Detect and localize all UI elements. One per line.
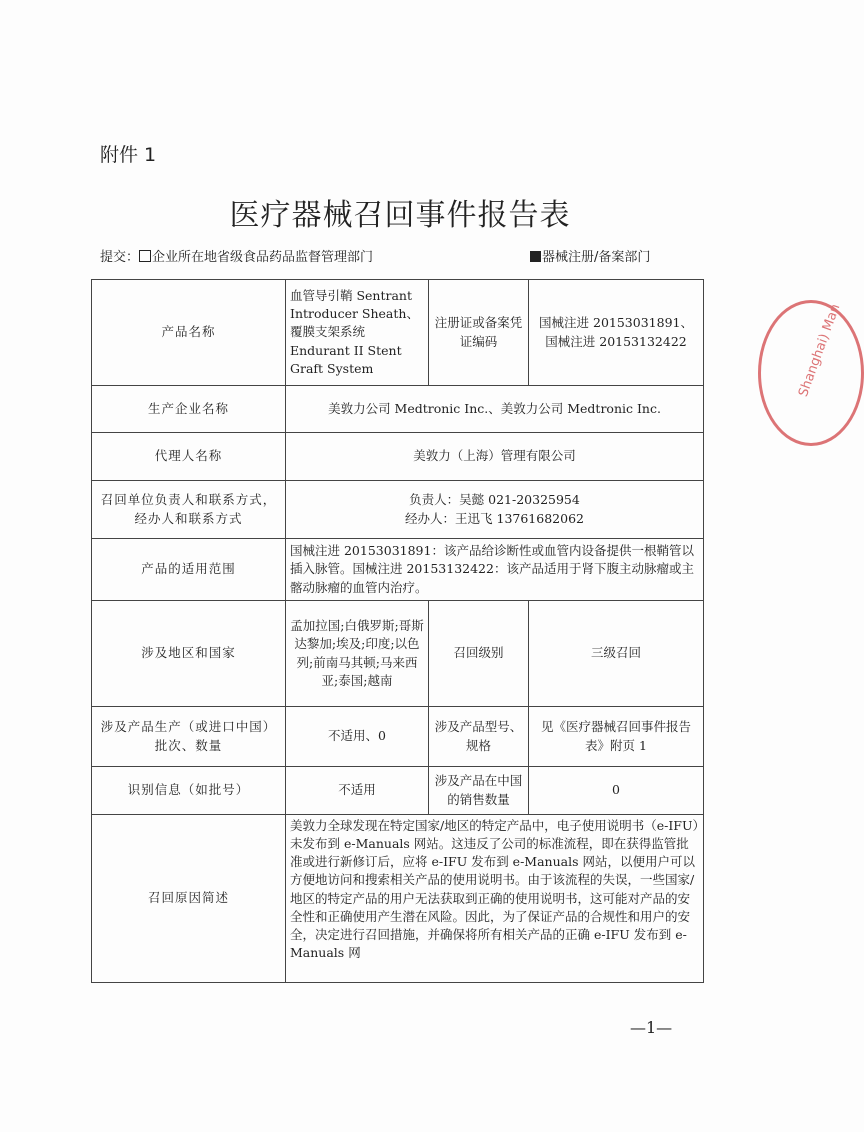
submit-line-left bbox=[100, 246, 373, 265]
recall-level-value: 三级召回 bbox=[529, 601, 704, 707]
page-number: —1— bbox=[630, 1018, 673, 1037]
sales-label: 涉及产品在中国的销售数量 bbox=[429, 767, 529, 815]
sales-value: 0 bbox=[529, 767, 704, 815]
contact-responsible: 负责人：吴懿 021-20325954 bbox=[409, 492, 580, 508]
scope-label: 产品的适用范围 bbox=[92, 539, 286, 601]
product-name-label: 产品名称 bbox=[92, 280, 286, 386]
model-value: 见《医疗器械召回事件报告表》附页 1 bbox=[529, 707, 704, 767]
manufacturer-value: 美敦力公司 Medtronic Inc.、美敦力公司 Medtronic Inc. bbox=[286, 386, 704, 433]
contact-label: 召回单位负责人和联系方式，经办人和联系方式 bbox=[92, 481, 286, 539]
submit-prefix: 提交： bbox=[100, 250, 140, 265]
table-row bbox=[92, 539, 704, 601]
submit-option-registration: 器械注册/备案部门 bbox=[542, 250, 651, 265]
seal-text: Shanghai) Man bbox=[795, 302, 844, 399]
id-label: 识别信息（如批号） bbox=[92, 767, 286, 815]
unchecked-box-icon[interactable] bbox=[139, 250, 151, 262]
reason-value: 美敦力全球发现在特定国家/地区的特定产品中，电子使用说明书（e-IFU）未发布到 e-Manuals 网站。这违反了公司的标准流程，即在获得监管批准或进行新修订后，应将 e-IFU 发布到 e-Manuals 网站，以便用户可以方便地访问和搜索相关产品的使用说明书。由于该流程的失误，一些国家/地区的特定产品的用户无法获取到正确的使用说明书，这可能对产品的安全性和正确使用产生潜在风险。因此，为了保证产品的合规性和用户的安全，决定进行召回措施，并确保将所有相关产品的正确 e-IFU 发布到 e-Manuals 网 bbox=[286, 815, 704, 983]
reason-label: 召回原因简述 bbox=[92, 815, 286, 983]
page-title: 医疗器械召回事件报告表 bbox=[229, 198, 571, 233]
submit-option-province: 企业所在地省级食品药品监督管理部门 bbox=[152, 250, 374, 265]
contact-value bbox=[286, 481, 704, 539]
table-row bbox=[92, 280, 704, 386]
region-label: 涉及地区和国家 bbox=[92, 601, 286, 707]
region-value: 孟加拉国;白俄罗斯;哥斯达黎加;埃及;印度;以色列;前南马其顿;马来西亚;泰国;越南 bbox=[286, 601, 429, 707]
table-row bbox=[92, 481, 704, 539]
submit-line-right bbox=[530, 246, 650, 265]
model-label: 涉及产品型号、规格 bbox=[429, 707, 529, 767]
table-row bbox=[92, 386, 704, 433]
recall-report-table bbox=[91, 279, 704, 983]
table-row bbox=[92, 815, 704, 983]
contact-handler: 经办人：王迅飞 13761682062 bbox=[405, 510, 584, 526]
table-row bbox=[92, 433, 704, 481]
checked-box-icon[interactable] bbox=[530, 251, 541, 262]
agent-label: 代理人名称 bbox=[92, 433, 286, 481]
table-row bbox=[92, 767, 704, 815]
company-seal bbox=[758, 300, 864, 446]
registration-label: 注册证或备案凭证编码 bbox=[429, 280, 529, 386]
scope-value: 国械注进 20153031891：该产品给诊断性或血管内设备提供一根鞘管以插入脉管。国械注进 20153132422：该产品适用于肾下腹主动脉瘤或主髂动脉瘤的血管内治疗。 bbox=[286, 539, 704, 601]
attachment-label: 附件 1 bbox=[100, 144, 157, 166]
table-row bbox=[92, 601, 704, 707]
manufacturer-label: 生产企业名称 bbox=[92, 386, 286, 433]
recall-level-label: 召回级别 bbox=[429, 601, 529, 707]
agent-value: 美敦力（上海）管理有限公司 bbox=[286, 433, 704, 481]
batch-label: 涉及产品生产（或进口中国）批次、数量 bbox=[92, 707, 286, 767]
product-name-value: 血管导引鞘 Sentrant Introducer Sheath、覆膜支架系统 Endurant II Stent Graft System bbox=[286, 280, 429, 386]
id-value: 不适用 bbox=[286, 767, 429, 815]
registration-value: 国械注进 20153031891、国械注进 20153132422 bbox=[529, 280, 704, 386]
batch-value: 不适用、0 bbox=[286, 707, 429, 767]
table-row bbox=[92, 707, 704, 767]
